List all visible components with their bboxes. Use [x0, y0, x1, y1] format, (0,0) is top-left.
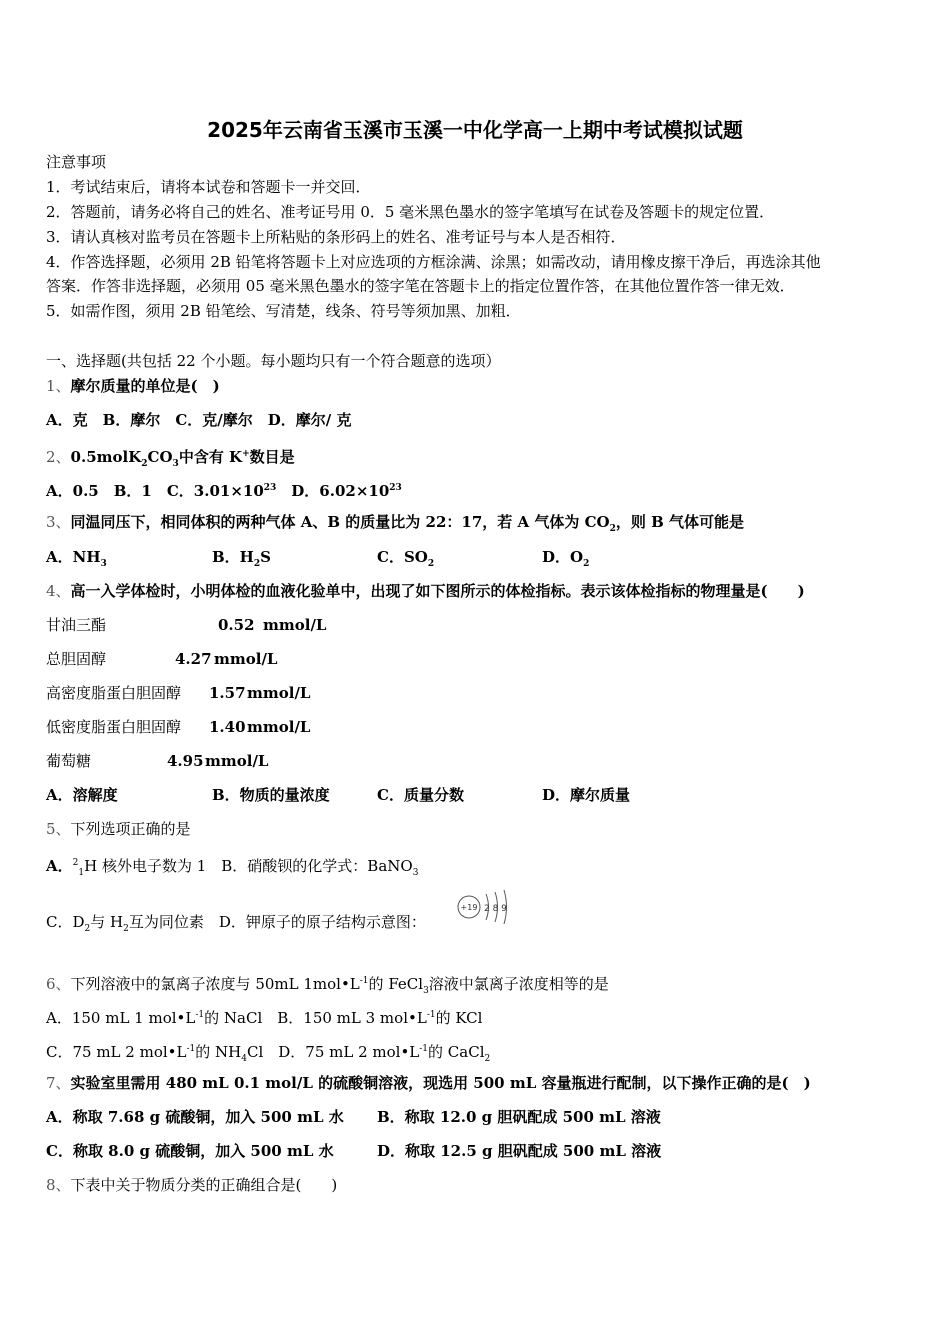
subscript: 2: [84, 924, 91, 934]
question-text: ，则 B 气体可能是: [615, 513, 744, 531]
question-text: 同温同压下，相同体积的两种气体 A、B 的质量比为 22：17，若 A 气体为 CO: [70, 513, 610, 531]
subscript: 3: [172, 459, 179, 469]
subscript: 2: [123, 924, 129, 934]
lab-row-value: 0.52: [218, 616, 255, 634]
question-2: [46, 444, 295, 474]
question-text: 的 FeCl: [368, 975, 424, 993]
option-text: S: [260, 548, 271, 566]
question-3: [46, 512, 744, 539]
option-text: D．O: [542, 548, 584, 566]
question-number: 7、: [46, 1074, 71, 1092]
option-text: A．NH: [46, 548, 101, 566]
question-text: 高一入学体检时，小明体检的血液化验单中，出现了如下图所示的体检指标。表示该体检指标的物理量是( ): [70, 582, 805, 600]
question-5-options-ab: [46, 853, 418, 883]
option-c: C．称取 8.0 g 硫酸铜，加入 500 mL 水: [46, 1142, 334, 1160]
notice-item: 2．答题前，请务必将自己的姓名、准考证号用 0．5 毫米黑色墨水的签字笔填写在试卷及答题卡的规定位置．: [46, 203, 775, 221]
question-1: [46, 376, 220, 396]
question-text: 实验室里需用 480 mL 0.1 mol/L 的硫酸铜溶液，现选用 500 mL 容量瓶进行配制，以下操作正确的是( ): [70, 1074, 811, 1092]
question-number: 5、: [46, 820, 71, 838]
notice-heading: 注意事项: [46, 153, 107, 171]
subscript: 2: [583, 559, 590, 569]
formula-text: 0.5molK: [70, 448, 142, 466]
question-text: 摩尔质量的单位是( ): [70, 377, 220, 395]
subscript: 3: [100, 559, 107, 569]
lab-row-unit: mmol/L: [247, 718, 311, 736]
question-text: 溶液中氯离子浓度相等的是: [428, 975, 609, 993]
option-b: B．物质的量浓度: [212, 786, 330, 804]
question-8: [46, 1175, 337, 1195]
option-text: 互为同位素 D．钾原子的原子结构示意图：: [128, 913, 426, 931]
superscript: -1: [426, 1010, 436, 1020]
question-number: 2、: [46, 448, 71, 466]
lab-row-unit: mmol/L: [263, 616, 327, 634]
lab-row-unit: mmol/L: [247, 684, 311, 702]
option-d: D．称取 12.5 g 胆矾配成 500 mL 溶液: [377, 1142, 662, 1160]
lab-row-value: 4.27: [175, 650, 212, 668]
question-text: 下表中关于物质分类的正确组合是( ): [70, 1176, 338, 1194]
option-text: A．0.5 B．1 C．3.01×10: [46, 482, 264, 500]
superscript: -1: [195, 1010, 205, 1020]
subscript: 2: [484, 1054, 491, 1064]
lab-row-name: 葡萄糖: [46, 752, 92, 770]
section-heading: 一、选择题(共包括 22 个小题。每小题均只有一个符合题意的选项）: [46, 352, 501, 370]
potassium-atom-diagram: [456, 888, 518, 924]
question-text: 下列选项正确的是: [70, 820, 191, 838]
subscript: 2: [609, 524, 616, 534]
lab-row-name: 总胆固醇: [46, 650, 107, 668]
superscript: -1: [419, 1044, 429, 1054]
lab-row-name: 甘油三酯: [46, 616, 107, 634]
lab-row-value: 4.95: [167, 752, 204, 770]
option-a: A．称取 7.68 g 硫酸铜，加入 500 mL 水: [46, 1108, 344, 1126]
option-b: [212, 547, 271, 574]
notice-item: 4．作答选择题，必须用 2B 铅笔将答题卡上对应选项的方框涂满、涂黑；如需改动，请用橡皮擦干净后，再选涂其他: [46, 253, 821, 271]
question-5: [46, 819, 191, 839]
option-text: 的 NaCl B．150 mL 3 mol•L: [204, 1009, 427, 1027]
page-title: 2025年云南省玉溪市玉溪一中化学高一上期中考试模拟试题: [207, 118, 743, 142]
formula-text: CO: [147, 448, 173, 466]
notice-item: 1．考试结束后，请将本试卷和答题卡一并交回．: [46, 178, 371, 196]
notice-item: 5．如需作图，须用 2B 铅笔绘、写清楚，线条、符号等须加黑、加粗．: [46, 302, 521, 320]
lab-row-unit: mmol/L: [205, 752, 269, 770]
question-6-options-ab: [46, 1005, 482, 1028]
atom-nucleus-label: +19: [460, 903, 478, 912]
option-d: D．摩尔质量: [542, 786, 631, 804]
subscript: 4: [241, 1054, 247, 1064]
option-text: 的 NH: [195, 1043, 242, 1061]
question-number: 3、: [46, 513, 71, 531]
question-number: 8、: [46, 1176, 71, 1194]
option-text: C．D: [46, 913, 85, 931]
question-text: 中含有 K: [178, 448, 243, 466]
notice-item: 3．请认真核对监考员在答题卡上所粘贴的条形码上的姓名、准考证号与本人是否相符．: [46, 228, 626, 246]
option-text: D．6.02×10: [276, 482, 390, 500]
lab-row-name: 高密度脂蛋白胆固醇: [46, 684, 182, 702]
superscript: 2: [72, 858, 79, 868]
question-6: [46, 971, 609, 1001]
subscript: 2: [141, 459, 148, 469]
question-number: 4、: [46, 582, 71, 600]
option-c: [377, 547, 434, 574]
lab-row-value: 1.40: [209, 718, 246, 736]
question-text: 下列溶液中的氯离子浓度与 50mL 1mol•L: [70, 975, 360, 993]
superscript: 23: [263, 483, 277, 493]
option-b: B．称取 12.0 g 胆矾配成 500 mL 溶液: [377, 1108, 661, 1126]
lab-row-value: 1.57: [209, 684, 246, 702]
option-text: C．75 mL 2 mol•L: [46, 1043, 187, 1061]
notice-item: 答案．作答非选择题，必须用 05 毫米黑色墨水的签字笔在答题卡上的指定位置作答，在其他位置作答一律无效．: [46, 277, 795, 295]
option-text: H 核外电子数为 1 B．硝酸钡的化学式：BaNO: [84, 857, 413, 875]
subscript: 3: [412, 868, 419, 878]
question-5-options-cd: [46, 912, 426, 939]
option-a: A．溶解度: [46, 786, 118, 804]
question-1-options: A．克 B．摩尔 C．克/摩尔 D．摩尔/ 克: [46, 411, 352, 429]
option-text: B．H: [212, 548, 254, 566]
atom-shell-electrons: 2 8 9: [484, 904, 507, 914]
option-text: Cl D．75 mL 2 mol•L: [246, 1043, 420, 1061]
superscript: +: [242, 449, 250, 459]
option-d: [542, 547, 589, 574]
option-text: 与 H: [90, 913, 124, 931]
superscript: -1: [186, 1044, 196, 1054]
option-text: C．SO: [377, 548, 428, 566]
subscript: 2: [427, 559, 435, 569]
question-4: [46, 581, 805, 601]
question-2-options: [46, 478, 402, 501]
superscript: -1: [359, 976, 369, 986]
option-label: A．: [46, 857, 73, 875]
subscript: 1: [78, 868, 85, 878]
option-text: A．150 mL 1 mol•L: [46, 1009, 196, 1027]
option-a: [46, 547, 107, 574]
option-text: 的 CaCl: [428, 1043, 485, 1061]
lab-row-unit: mmol/L: [214, 650, 278, 668]
question-6-options-cd: [46, 1039, 490, 1069]
option-text: 的 KCl: [435, 1009, 483, 1027]
question-number: 1、: [46, 377, 71, 395]
question-number: 6、: [46, 975, 71, 993]
subscript: 2: [253, 559, 261, 569]
subscript: 3: [423, 986, 429, 996]
superscript: 23: [389, 483, 402, 493]
question-text: 数目是: [249, 448, 295, 466]
question-7: [46, 1073, 811, 1093]
lab-row-name: 低密度脂蛋白胆固醇: [46, 718, 182, 736]
option-c: C．质量分数: [377, 786, 464, 804]
